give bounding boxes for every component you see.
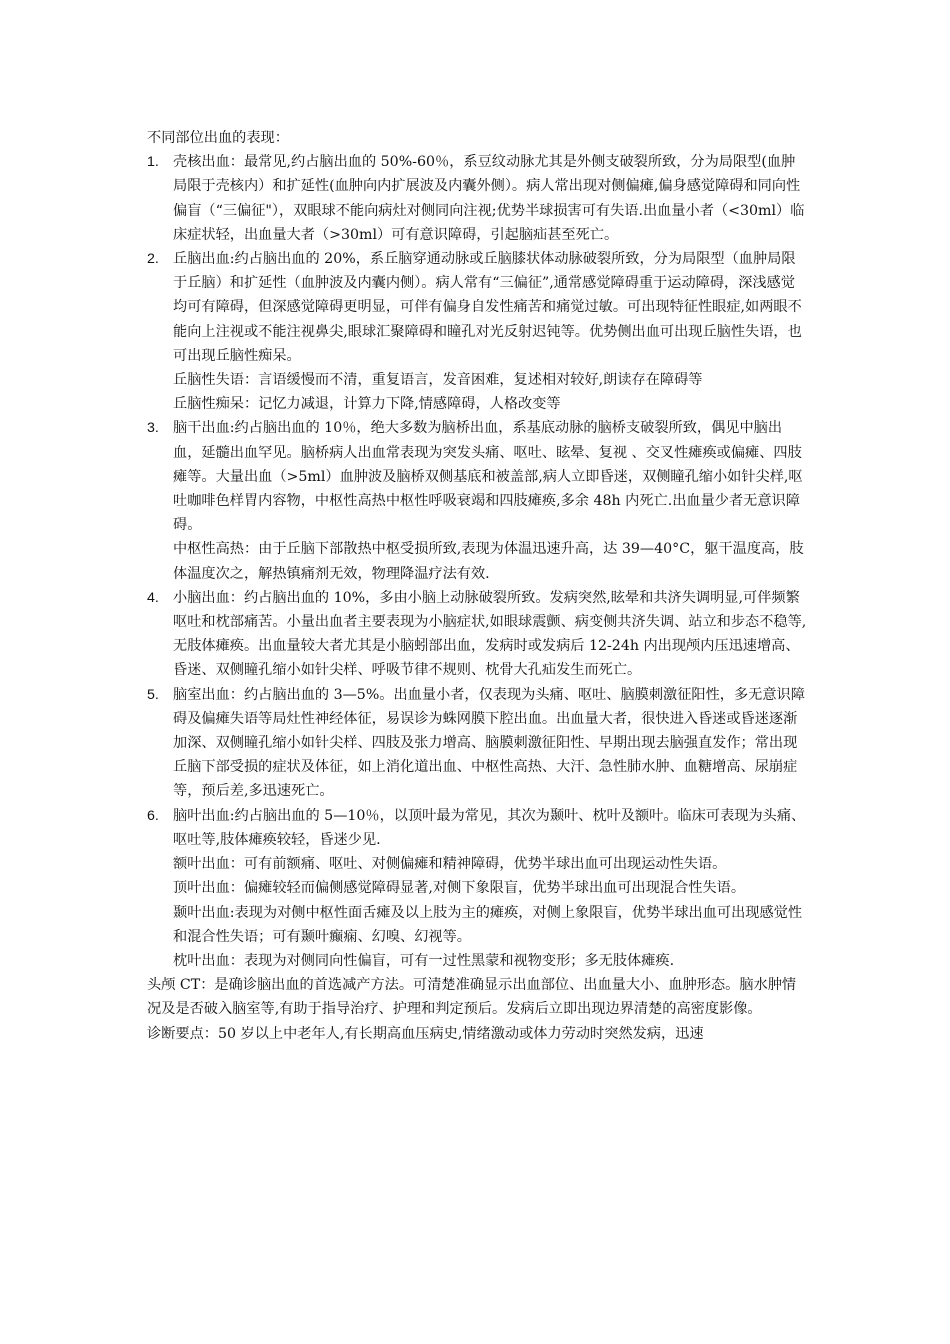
document-body (147, 126, 807, 1046)
central-hyperthermia-text: 中枢性高热：由于丘脑下部散热中枢受损所致,表现为体温迅速升高，达 39—40°C，躯干温度高，肢体温度次之，解热镇痛剂无效，物理降温疗法有效. (173, 541, 804, 582)
list-item (147, 683, 807, 804)
list-item (147, 247, 807, 416)
list-item (147, 416, 807, 585)
cerebellar-hemorrhage-text: 小脑出血：约占脑出血的 10%，多由小脑上动脉破裂所致。发病突然,眩晕和共济失调明显,可伴频繁呕吐和枕部痛苦。小量出血者主要表现为小脑症状,如眼球震颤、病变侧共济失调、站立和步态不稳等,无肢体瘫痪。出血量较大者尤其是小脑蚓部出血，发病时或发病后 12-24h 内出现颅内压迅速增高、昏迷、双侧瞳孔缩小如针尖样、呼吸节律不规则、枕骨大孔疝发生而死亡。 (173, 589, 807, 679)
temporal-lobe-text: 颞叶出血:表现为对侧中枢性面舌瘫及以上肢为主的瘫痪，对侧上象限盲，优势半球出血可出现感觉性和混合性失语；可有颞叶癫痫、幻嗅、幻视等。 (173, 904, 803, 945)
list-number: 5. (147, 686, 159, 703)
thalamic-aphasia-text: 丘脑性失语：言语缓慢而不清，重复语言，发音困难，复述相对较好,朗读存在障碍等 (173, 372, 703, 389)
list-number: 3. (147, 420, 159, 437)
head-ct-paragraph: 头颅 CT：是确诊脑出血的首选减产方法。可清楚准确显示出血部位、出血量大小、血肿形态。脑水肿情况及是否破入脑室等,有助于指导治疗、护理和判定预后。发病后立即出现边界清楚的高密度影像。 (147, 977, 797, 1018)
list-number: 6. (147, 807, 159, 824)
list-number: 4. (147, 589, 159, 606)
thalamic-hemorrhage-text: 丘脑出血:约占脑出血的 20%，系丘脑穿通动脉或丘脑膝状体动脉破裂所致，分为局限型（血肿局限于丘脑）和扩延性（血肿波及内囊内侧）。病人常有“三偏征”,通常感觉障碍重于运动障碍，深浅感觉均可有障碍，但深感觉障碍更明显，可伴有偏身自发性痛苦和痛觉过敏。可出现特征性眼症,如两眼不能向上注视或不能注视鼻尖,眼球汇聚障碍和瞳孔对光反射迟钝等。优势侧出血可出现丘脑性失语，也可出现丘脑性痴呆。 (173, 251, 802, 364)
occipital-lobe-text: 枕叶出血：表现为对侧同向性偏盲，可有一过性黑蒙和视物变形；多无肢体瘫痪. (173, 952, 675, 969)
thalamic-dementia-text: 丘脑性痴呆：记忆力减退，计算力下降,情感障碍，人格改变等 (173, 396, 561, 413)
lobar-hemorrhage-text: 脑叶出血:约占脑出血的 5—10％，以顶叶最为常见，其次为颞叶、枕叶及额叶。临床可表现为头痛、呕吐等,肢体瘫痪较轻，昏迷少见. (173, 807, 806, 848)
frontal-lobe-text: 额叶出血：可有前额痛、呕吐、对侧偏瘫和精神障碍，优势半球出血可出现运动性失语。 (173, 856, 727, 873)
parietal-lobe-text: 顶叶出血：偏瘫较轻而偏侧感觉障碍显著,对侧下象限盲，优势半球出血可出现混合性失语。 (173, 880, 746, 897)
list-number: 2. (147, 251, 159, 268)
section-heading: 不同部位出血的表现： (147, 130, 289, 146)
list-item (147, 150, 807, 247)
list-item (147, 586, 807, 683)
list-item (147, 804, 807, 973)
diagnosis-paragraph: 诊断要点：50 岁以上中老年人,有长期高血压病史,情绪激动或体力劳动时突然发病，迅速 (147, 1025, 704, 1042)
putamen-hemorrhage-text: 壳核出血：最常见,约占脑出血的 50%-60％，系豆纹动脉尤其是外侧支破裂所致，分为局限型(血肿局限于壳核内）和扩延性(血肿向内扩展波及内囊外侧）。病人常出现对侧偏瘫,偏身感觉障碍和同向性偏盲（“三偏征"），双眼球不能向病灶对侧同向注视;优势半球损害可有失语.出血量小者（<30ml）临床症状轻，出血量大者（>30ml）可有意识障碍，引起脑疝甚至死亡。 (173, 154, 805, 243)
list-number: 1. (147, 154, 159, 171)
hemorrhage-site-list (147, 150, 807, 973)
ventricular-hemorrhage-text: 脑室出血：约占脑出血的 3—5%。出血量小者，仅表现为头痛、呕吐、脑膜刺激征阳性，多无意识障碍及偏瘫失语等局灶性神经体征，易误诊为蛛网膜下腔出血。出血量大者，很快进入昏迷或昏迷逐渐加深、双侧瞳孔缩小如针尖样、四肢及张力增高、脑膜刺激征阳性、早期出现去脑强直发作；常出现丘脑下部受损的症状及体征，如上消化道出血、中枢性高热、大汗、急性肺水肿、血糖增高、尿崩症等，预后差,多迅速死亡。 (173, 686, 805, 800)
brainstem-hemorrhage-text: 脑干出血:约占脑出血的 10％，绝大多数为脑桥出血，系基底动脉的脑桥支破裂所致，偶见中脑出血，延髓出血罕见。脑桥病人出血常表现为突发头痛、呕吐、眩晕、复视 、交叉性瘫痪或偏瘫、四肢瘫等。大量出血（>5ml）血肿波及脑桥双侧基底和被盖部,病人立即昏迷，双侧瞳孔缩小如针尖样,呕吐咖啡色样胃内容物，中枢性高热中枢性呼吸衰竭和四肢瘫痪,多余 48h 内死亡.出血量少者无意识障碍。 (173, 420, 803, 534)
